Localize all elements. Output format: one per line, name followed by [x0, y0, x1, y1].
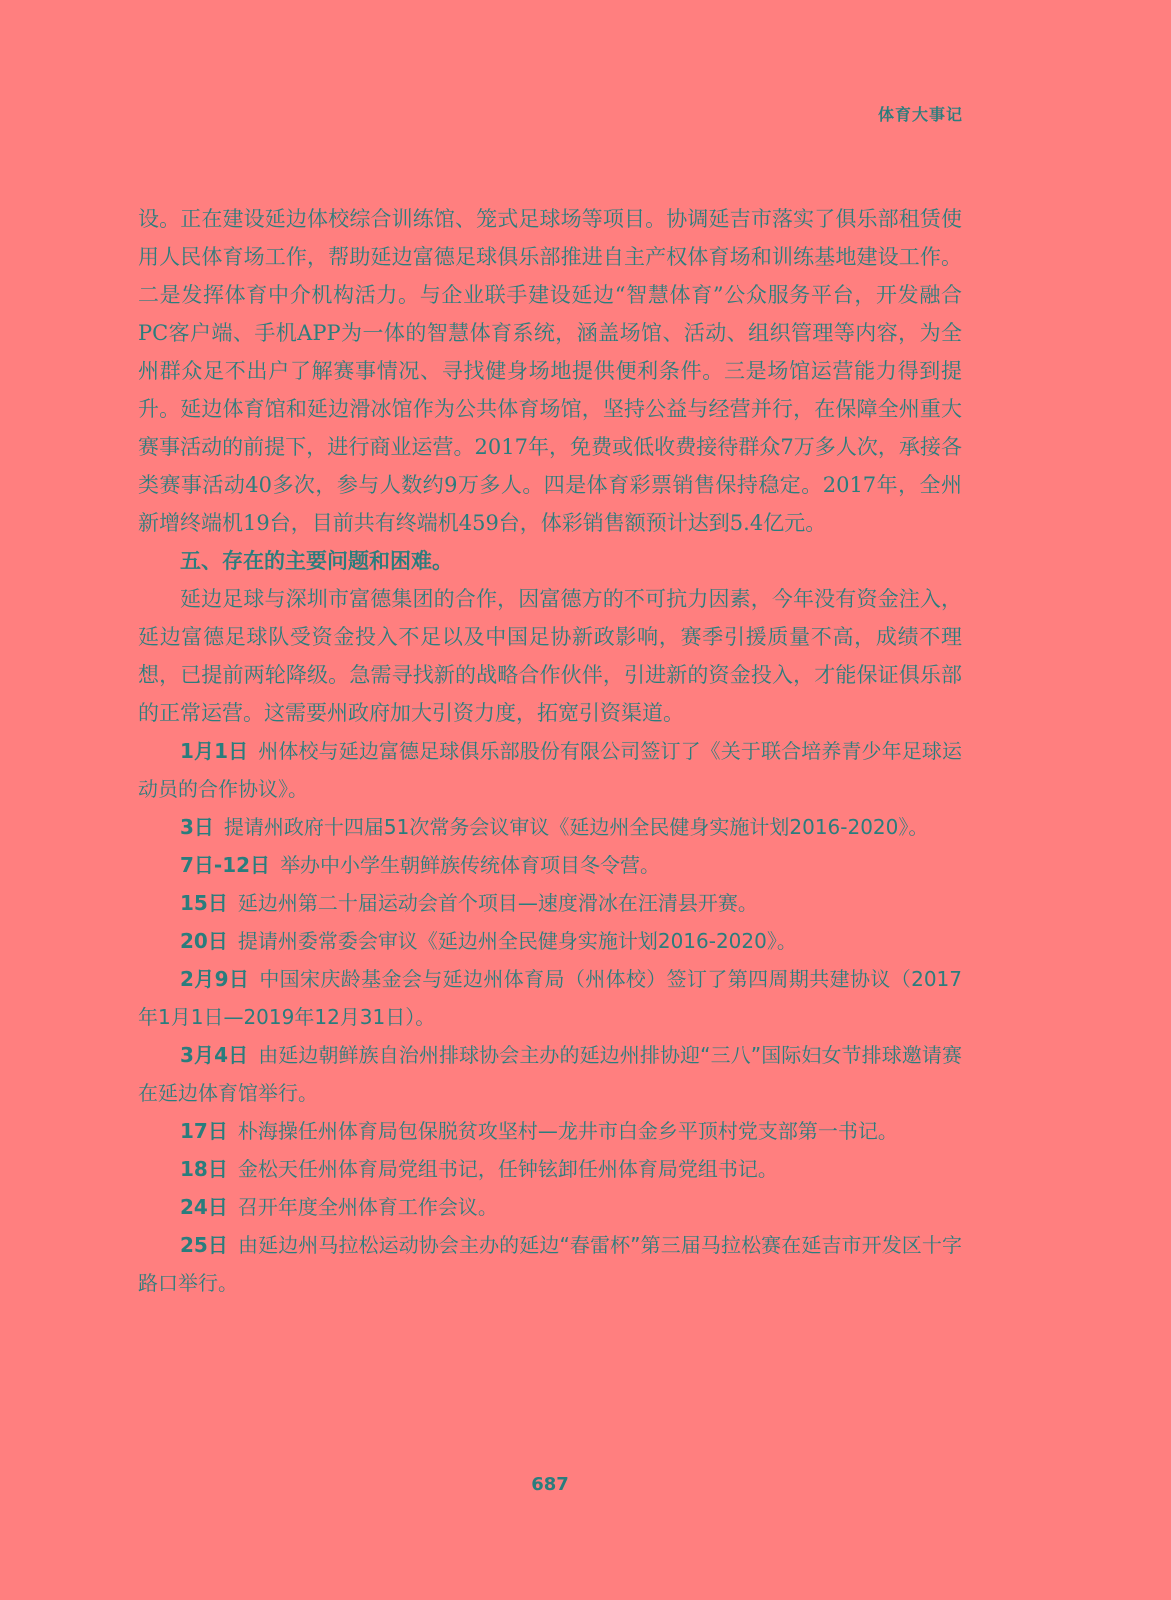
event-date: 1月1日: [180, 739, 249, 763]
event-text: 由延边朝鲜族自治州排球协会主办的延边州排协迎“三八”国际妇女节排球邀请赛在延边体育馆举行。: [138, 1043, 962, 1105]
event-text: 州体校与延边富德足球俱乐部股份有限公司签订了《关于联合培养青少年足球运动员的合作协议》。: [138, 739, 962, 801]
event-date: 17日: [180, 1119, 228, 1143]
section-heading: 五、存在的主要问题和困难。: [180, 549, 453, 573]
event-date: 18日: [180, 1157, 228, 1181]
event-text: 金松天任州体育局党组书记，任钟铉卸任州体育局党组书记。: [237, 1157, 778, 1181]
event-entry: [138, 1150, 962, 1188]
continued-paragraph: 设。正在建设延边体校综合训练馆、笼式足球场等项目。协调延吉市落实了俱乐部租赁使用人民体育场工作，帮助延边富德足球俱乐部推进自主产权体育场和训练基地建设工作。二是发挥体育中介机构活力。与企业联手建设延边“智慧体育”公众服务平台，开发融合PC客户端、手机APP为一体的智慧体育系统，涵盖场馆、活动、组织管理等内容，为全州群众足不出户了解赛事情况、寻找健身场地提供便利条件。三是场馆运营能力得到提升。延边体育馆和延边滑冰馆作为公共体育场馆，坚持公益与经营并行，在保障全州重大赛事活动的前提下，进行商业运营。2017年，免费或低收费接待群众7万多人次，承接各类赛事活动40多次，参与人数约9万多人。四是体育彩票销售保持稳定。2017年，全州新增终端机19台，目前共有终端机459台，体彩销售额预计达到5.4亿元。: [138, 207, 962, 535]
event-date: 2月9日: [180, 967, 250, 991]
event-entry: [138, 884, 962, 922]
event-date: 3月4日: [180, 1043, 249, 1067]
section-paragraph: 延边足球与深圳市富德集团的合作，因富德方的不可抗力因素，今年没有资金注入，延边富德足球队受资金投入不足以及中国足协新政影响，赛季引援质量不高，成绩不理想，已提前两轮降级。急需寻找新的战略合作伙伴，引进新的资金投入，才能保证俱乐部的正常运营。这需要州政府加大引资力度，拓宽引资渠道。: [138, 587, 962, 725]
event-entry: [138, 808, 962, 846]
event-entry: [138, 922, 962, 960]
event-entry: [138, 1112, 962, 1150]
event-entry: [138, 960, 962, 1036]
event-text: 延边州第二十届运动会首个项目—速度滑冰在汪清县开赛。: [237, 891, 758, 915]
running-header: 体育大事记: [877, 105, 963, 124]
event-entry: [138, 1036, 962, 1112]
page-number: 687: [531, 1474, 569, 1495]
event-entry: [138, 1226, 962, 1302]
event-date: 3日: [180, 815, 214, 839]
event-date: 7日-12日: [180, 853, 271, 877]
event-date: 15日: [180, 891, 228, 915]
page-body: [138, 200, 962, 1302]
event-entry: [138, 1188, 962, 1226]
event-entry: [138, 846, 962, 884]
event-entry: [138, 732, 962, 808]
event-text: 由延边州马拉松运动协会主办的延边“春雷杯”第三届马拉松赛在延吉市开发区十字路口举行。: [138, 1233, 962, 1295]
event-text: 提请州委常委会审议《延边州全民健身实施计划2016-2020》。: [237, 929, 797, 953]
event-text: 召开年度全州体育工作会议。: [237, 1195, 498, 1219]
event-text: 朴海操任州体育局包保脱贫攻坚村—龙井市白金乡平顶村党支部第一书记。: [237, 1119, 898, 1143]
event-date: 20日: [180, 929, 228, 953]
event-text: 中国宋庆龄基金会与延边州体育局（州体校）签订了第四周期共建协议（2017年1月1日—2019年12月31日）。: [138, 967, 962, 1029]
event-date: 24日: [180, 1195, 228, 1219]
event-text: 提请州政府十四届51次常务会议审议《延边州全民健身实施计划2016-2020》。: [223, 815, 929, 839]
event-date: 25日: [180, 1233, 229, 1257]
event-text: 举办中小学生朝鲜族传统体育项目冬令营。: [280, 853, 661, 877]
